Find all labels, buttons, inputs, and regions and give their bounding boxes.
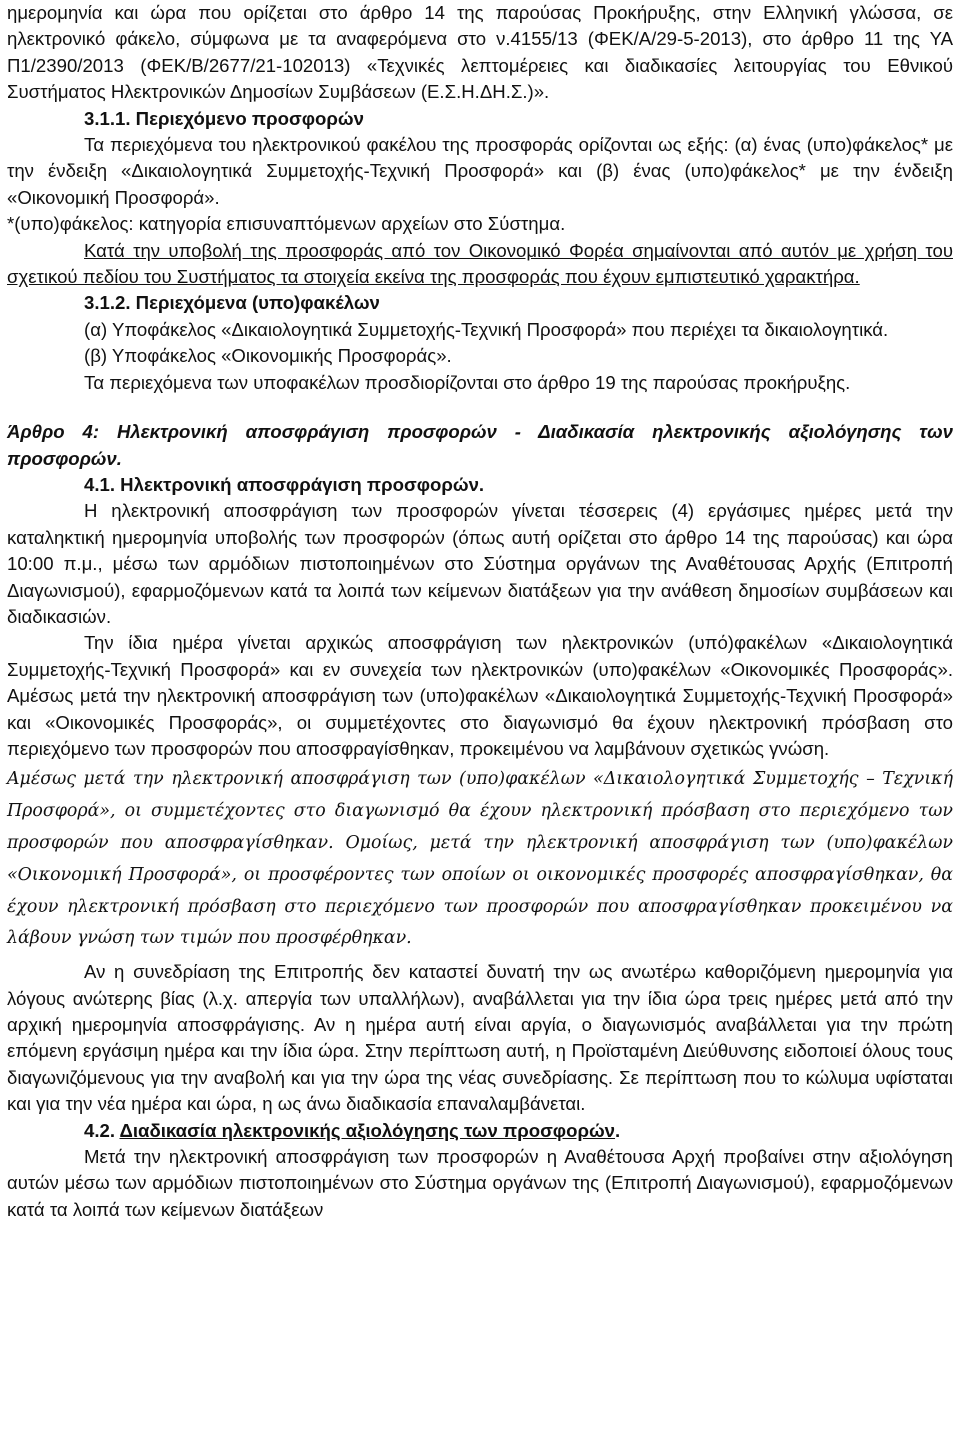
section-4-1-paragraph-2: Την ίδια ημέρα γίνεται αρχικώς αποσφράγιση των ηλεκτρονικών (υπό)φακέλων «Δικαιολογητικά Συμμετοχής-Τεχνική Προσφορά» και εν συνεχεία των ηλεκτρονικών (υπο)φακέλων «Οικονομικές Προσφοράς». Αμέσως μετά την ηλεκτρονική αποσφράγιση των (υπο)φακέλων «Δικαιολογητικά Συμμετοχής-Τεχνική Προσφορά» και «Οικονομικές Προσφοράς», οι συμμετέχοντες στο διαγωνισμό θα έχουν ηλεκτρονική πρόσβαση στο περιεχόμενο των προσφορών που αποσφραγίσθηκαν, προκειμένου να λαμβάνουν σχετικώς γνώση. xyxy=(7,632,953,759)
section-4-1-paragraph-1: Η ηλεκτρονική αποσφράγιση των προσφορών γίνεται τέσσερεις (4) εργάσιμες ημέρες μετά την καταληκτική ημερομηνία υποβολής των προσφορών (όπως αυτή ορίζεται στο άρθρο 14 της παρούσας) και ώρα 10:00 π.μ., μέσω των αρμόδιων πιστοποιημένων στο Σύστημα οργάνων της Αναθέτουσας Αρχής (Επιτροπή Διαγωνισμού), εφαρμοζόμενων κατά τα λοιπά των κείμενων διατάξεων για την ανάθεση δημοσίων συμβάσεων και διαδικασιών. xyxy=(7,500,953,627)
section-4-2-title: Διαδικασία ηλεκτρονικής αξιολόγησης των προσφορών xyxy=(119,1119,616,1141)
subfolder-item-a: (α) Υποφάκελος «Δικαιολογητικά Συμμετοχής-Τεχνική Προσφορά» που περιέχει τα δικαιολογητικά. xyxy=(84,318,889,340)
section-4-2-heading xyxy=(7,1118,953,1144)
section-4-1-heading: 4.1. Ηλεκτρονική αποσφράγιση προσφορών. xyxy=(84,473,485,495)
confidential-marking-paragraph: Κατά την υποβολή της προσφοράς από τον Οικονομικό Φορέα σημαίνονται από αυτόν με χρήση του σχετικού πεδίου του Συστήματος τα στοιχεία εκείνα της προσφοράς που έχουν εμπιστευτικό χαρακτήρα. xyxy=(7,239,953,288)
section-4-1-paragraph-3: Αν η συνεδρίαση της Επιτροπής δεν καταστεί δυνατή την ως ανωτέρω καθοριζόμενη ημερομηνία για λόγους ανώτερης βίας (λ.χ. απεργία των υπαλλήλων), αναβάλλεται για την ίδια ώρα τρεις ημέρες μετά από την αρχική ημερομηνία αποσφράγισης. Αν η ημέρα αυτή είναι αργία, ο διαγωνισμός αναβάλλεται για την πρώτη επόμενη εργάσιμη ημέρα και την ίδια ώρα. Στην περίπτωση αυτή, η Προϊσταμένη Διεύθυνσης ειδοποιεί όλους τους διαγωνιζόμενους για την αναβολή και για την ώρα της νέας συνεδρίασης. Σε περίπτωση που το κώλυμα υφίσταται και για την νέα ημέρα και ώρα, η ως άνω διαδικασία επαναλαμβάνεται. xyxy=(7,961,953,1115)
subfolders-content-note: Τα περιεχόμενα των υποφακέλων προσδιορίζονται στο άρθρο 19 της παρούσας προκήρυξης. xyxy=(84,371,851,393)
section-3-1-2-heading: 3.1.2. Περιεχόμενα (υπο)φακέλων xyxy=(84,292,380,314)
italic-text-financial: Ομοίως, μετά την ηλεκτρονική αποσφράγιση των (υπο)φακέλων «Οικονομική Προσφορά», οι προσφέροντες των οποίων οι οικονομικές προσφορές αποσφραγίσθηκαν, θα έχουν ηλεκτρονική πρόσβαση στο περιεχόμενο των προσφορών που αποσφραγίσθηκαν προκειμένου να λάβουν γνώση των τιμών που προσφέρθηκαν. xyxy=(7,832,954,949)
intro-paragraph: ημερομηνία και ώρα που ορίζεται στο άρθρο 14 της παρούσας Προκήρυξης, στην Ελληνική γλώσσα, σε ηλεκτρονικό φάκελο, σύμφωνα με τα αναφερόμενα στο ν.4155/13 (ΦΕΚ/Α/29-5-2013), στο άρθρο 11 της ΥΑ Π1/2390/2013 (ΦΕΚ/Β/2677/21-102013) «Τεχνικές λεπτομέρειες και διαδικασίες λειτουργίας του Εθνικού Συστήματος Ηλεκτρονικών Δημοσίων Συμβάσεων (Ε.Σ.Η.ΔΗ.Σ.)». xyxy=(7,2,953,103)
subfolder-footnote: *(υπο)φάκελος: κατηγορία επισυναπτόμενων αρχείων στο Σύστημα. xyxy=(7,213,566,235)
section-4-2-number: 4.2. xyxy=(84,1119,120,1141)
section-4-2-paragraph: Μετά την ηλεκτρονική αποσφράγιση των προσφορών η Αναθέτουσα Αρχή προβαίνει στην αξιολόγηση αυτών μέσω των αρμόδιων πιστοποιημένων στο Σύστημα οργάνων της (Επιτροπή Διαγωνισμού), εφαρμοζόμενων κατά τα λοιπά των κείμενων διατάξεων xyxy=(7,1146,953,1220)
italic-paragraph xyxy=(7,764,953,955)
section-3-1-1-paragraph: Τα περιεχόμενα του ηλεκτρονικού φακέλου της προσφοράς ορίζονται ως εξής: (α) ένας (υπο)φάκελος* με την ένδειξη «Δικαιολογητικά Συμμετοχής-Τεχνική Προσφορά» και (β) ένας (υπο)φάκελος* με την ένδειξη «Οικονομική Προσφορά». xyxy=(7,134,953,208)
section-4-2-end: . xyxy=(615,1119,621,1141)
article-4-title: Άρθρο 4: Ηλεκτρονική αποσφράγιση προσφορών - Διαδικασία ηλεκτρονικής αξιολόγησης των προσφορών. xyxy=(7,421,953,469)
section-3-1-1-heading: 3.1.1. Περιεχόμενο προσφορών xyxy=(84,107,364,129)
subfolder-item-b: (β) Υποφάκελος «Οικονομικής Προσφοράς». xyxy=(84,345,452,367)
italic-text-technical: Αμέσως μετά την ηλεκτρονική αποσφράγιση των (υπο)φακέλων «Δικαιολογητικά Συμμετοχής – Τεχνική Προσφορά», οι συμμετέχοντες στο διαγωνισμό θα έχουν ηλεκτρονική πρόσβαση στο περιεχόμενο των προσφορών που αποσφραγίσθηκαν. xyxy=(7,769,953,853)
